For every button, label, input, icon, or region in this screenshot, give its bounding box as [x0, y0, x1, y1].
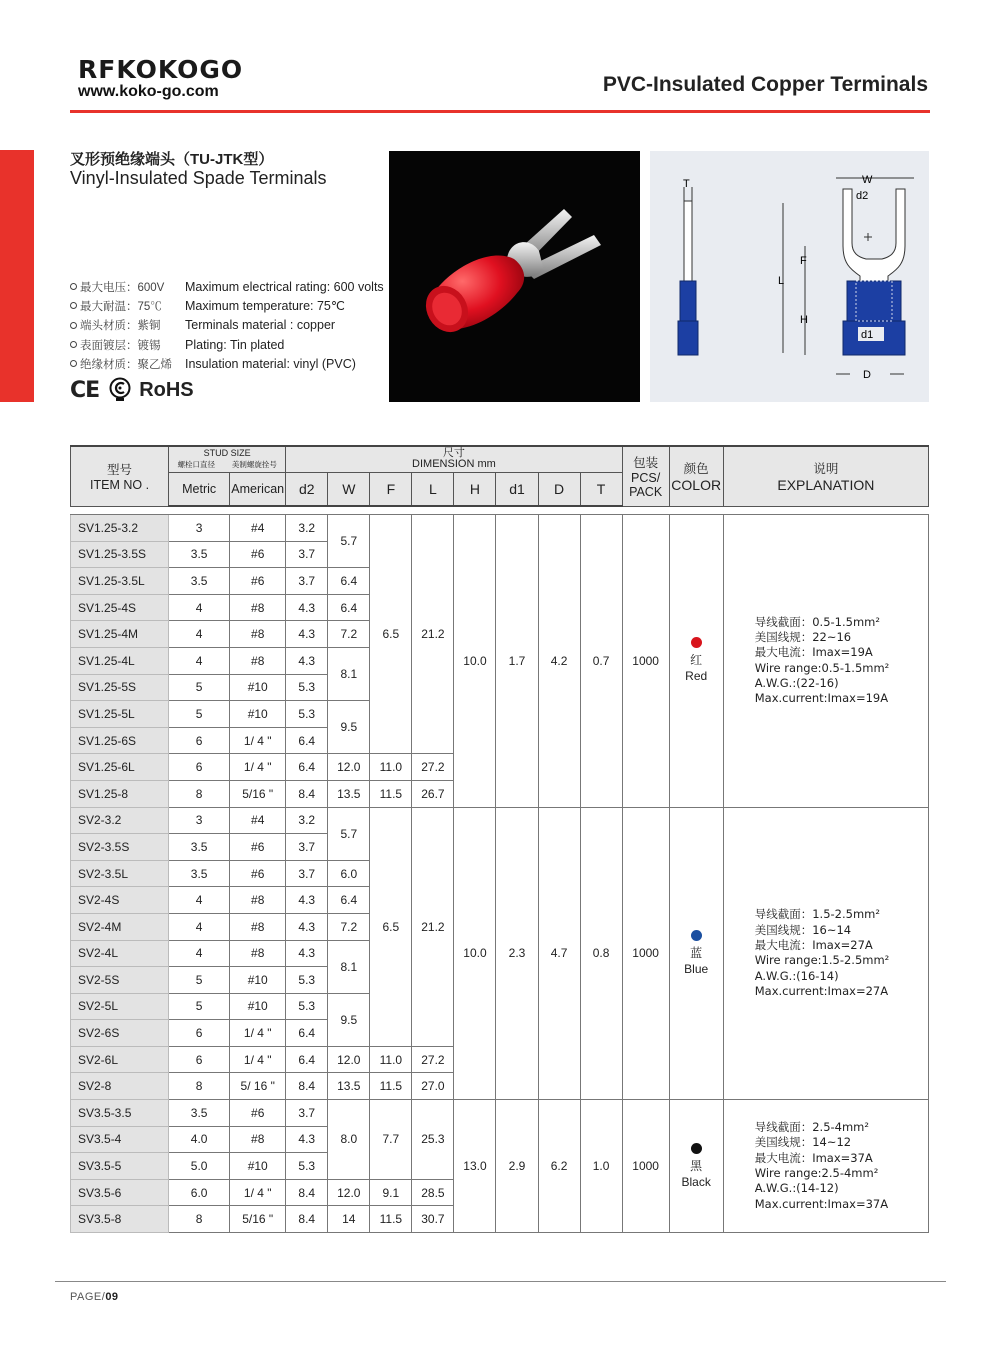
- explain-line: 最大电流：Imax=37A: [754, 1150, 873, 1165]
- header-explanation-cn: 说明: [813, 462, 839, 477]
- header-american: American: [230, 472, 286, 506]
- cell-d2: 6.4: [286, 1020, 328, 1047]
- cell-d2: 6.4: [286, 754, 328, 781]
- cell-metric: 3: [169, 807, 230, 834]
- cell-item: SV2-4M: [71, 913, 169, 940]
- cell-d2: 3.2: [286, 807, 328, 834]
- cell-item: SV1.25-5S: [71, 674, 169, 701]
- cell-metric: 4: [169, 621, 230, 648]
- cell-metric: 3.5: [169, 568, 230, 595]
- explain-line: 美国线规：14~12: [754, 1135, 852, 1150]
- cell-f: 9.1: [370, 1179, 412, 1206]
- cell-item: SV1.25-4S: [71, 594, 169, 621]
- diagram-label-w: W: [862, 174, 873, 186]
- table-row: [71, 807, 929, 834]
- explain-line: A.W.G.:(14-12): [754, 1181, 839, 1196]
- cell-american: #8: [230, 940, 286, 967]
- explain-line: Max.current:Imax=37A: [754, 1196, 889, 1211]
- cell-d: 4.7: [538, 807, 580, 1100]
- cell-item: SV3.5-8: [71, 1206, 169, 1233]
- cell-color: [669, 807, 723, 1100]
- cell-item: SV1.25-8: [71, 780, 169, 807]
- cell-w: 7.2: [328, 621, 370, 648]
- cell-american: #8: [230, 647, 286, 674]
- cell-d2: 5.3: [286, 1153, 328, 1180]
- cell-american: #6: [230, 541, 286, 568]
- spec-cn: 绝缘材质：聚乙烯: [80, 358, 172, 371]
- cell-d2: 3.7: [286, 860, 328, 887]
- cell-metric: 8: [169, 780, 230, 807]
- cell-w: 5.7: [328, 807, 370, 860]
- color-swatch-black: [691, 1143, 702, 1154]
- spec-table: [70, 445, 929, 1233]
- cell-d2: 3.7: [286, 568, 328, 595]
- cell-american: #6: [230, 1100, 286, 1127]
- cell-metric: 6: [169, 754, 230, 781]
- cell-metric: 5: [169, 993, 230, 1020]
- cell-item: SV3.5-4: [71, 1126, 169, 1153]
- cell-american: #8: [230, 1126, 286, 1153]
- table-row: [71, 515, 929, 542]
- cell-metric: 3: [169, 515, 230, 542]
- ce-mark-icon: CE: [70, 377, 100, 403]
- cell-american: #10: [230, 967, 286, 994]
- spec-item: [70, 354, 390, 373]
- header-l: L: [412, 472, 454, 506]
- rohs-mark: RoHS: [139, 378, 194, 401]
- spec-en: Insulation material: vinyl (PVC): [185, 356, 356, 371]
- cell-item: SV1.25-3.5S: [71, 541, 169, 568]
- header-stud-size-label: STUD SIZE: [203, 448, 251, 459]
- cell-f: 11.5: [370, 1073, 412, 1100]
- cell-w: 9.5: [328, 993, 370, 1046]
- explain-line: Wire range:1.5-2.5mm²: [754, 953, 890, 968]
- page-number: [70, 1291, 119, 1303]
- cell-d2: 4.3: [286, 647, 328, 674]
- explain-line: 最大电流：Imax=19A: [754, 645, 873, 660]
- spade-terminal-photo-icon: [389, 151, 640, 402]
- cell-metric: 6: [169, 1020, 230, 1047]
- explain-line: 导线截面：1.5-2.5mm²: [754, 907, 880, 922]
- spec-item: [70, 316, 390, 335]
- cell-item: SV1.25-6L: [71, 754, 169, 781]
- cell-item: SV3.5-6: [71, 1179, 169, 1206]
- cell-american: #10: [230, 1153, 286, 1180]
- header-explanation-en: EXPLANATION: [777, 477, 875, 494]
- header-item-cn: 型号: [107, 463, 133, 478]
- cell-metric: 3.5: [169, 541, 230, 568]
- cell-w: 12.0: [328, 1046, 370, 1073]
- color-en: Blue: [684, 961, 709, 976]
- cell-f: 11.0: [370, 1046, 412, 1073]
- cell-t: 1.0: [580, 1100, 622, 1233]
- header-dimension: [286, 446, 622, 472]
- side-accent-bar: [0, 150, 34, 402]
- cell-d2: 3.7: [286, 541, 328, 568]
- table-row: [71, 1100, 929, 1127]
- cell-d2: 4.3: [286, 621, 328, 648]
- header-pack-en1: PCS/: [631, 471, 661, 486]
- cell-american: 1/ 4 ": [230, 1179, 286, 1206]
- spade-terminal-drawing-icon: [650, 151, 929, 402]
- cell-d1: 2.9: [496, 1100, 538, 1233]
- cell-w: 6.4: [328, 568, 370, 595]
- cell-item: SV1.25-3.2: [71, 515, 169, 542]
- explain-line: 美国线规：22~16: [754, 630, 852, 645]
- spec-en: Maximum electrical rating: 600 volts: [185, 279, 384, 294]
- cell-d2: 3.2: [286, 515, 328, 542]
- explain-line: Max.current:Imax=19A: [754, 691, 889, 706]
- header-item: [71, 446, 169, 506]
- cell-t: 0.8: [580, 807, 622, 1100]
- diagram-label-d: D: [863, 369, 871, 381]
- cell-item: SV1.25-4L: [71, 647, 169, 674]
- explain-line: A.W.G.:(22-16): [754, 676, 839, 691]
- explain-line: Wire range:0.5-1.5mm²: [754, 660, 890, 675]
- header-pack-cn: 包装: [633, 456, 659, 471]
- cell-american: #6: [230, 834, 286, 861]
- cell-d2: 4.3: [286, 940, 328, 967]
- header-stud-size: [169, 446, 286, 472]
- explain-line: Max.current:Imax=27A: [754, 983, 889, 998]
- cell-item: SV2-6S: [71, 1020, 169, 1047]
- cell-d2: 5.3: [286, 993, 328, 1020]
- cell-w: 13.5: [328, 780, 370, 807]
- cell-d: 4.2: [538, 515, 580, 808]
- cell-f: 11.5: [370, 1206, 412, 1233]
- cell-metric: 3.5: [169, 1100, 230, 1127]
- cell-w: 6.4: [328, 887, 370, 914]
- cell-item: SV2-6L: [71, 1046, 169, 1073]
- cell-w: 8.1: [328, 940, 370, 993]
- cell-d2: 8.4: [286, 1073, 328, 1100]
- spec-en: Terminals material : copper: [185, 318, 336, 333]
- spec-item: [70, 335, 390, 354]
- cell-item: SV3.5-5: [71, 1153, 169, 1180]
- cell-metric: 4: [169, 940, 230, 967]
- cell-d2: 6.4: [286, 1046, 328, 1073]
- cell-d2: 4.3: [286, 913, 328, 940]
- header-metric: Metric: [169, 472, 230, 506]
- header-pack-en2: PACK: [629, 485, 663, 500]
- header-color: [669, 446, 723, 506]
- cell-d2: 8.4: [286, 1206, 328, 1233]
- cell-d2: 5.3: [286, 967, 328, 994]
- cell-american: #6: [230, 568, 286, 595]
- diagram-label-d2: d2: [856, 190, 869, 202]
- cell-metric: 5: [169, 674, 230, 701]
- color-en: Red: [685, 669, 708, 684]
- cell-l: 27.0: [412, 1073, 454, 1100]
- cell-d2: 4.3: [286, 594, 328, 621]
- spec-cn: 端头材质：紫铜: [80, 320, 161, 333]
- footer-divider: [55, 1281, 946, 1282]
- cell-h: 13.0: [454, 1100, 496, 1233]
- cell-explanation: [723, 515, 928, 808]
- cell-item: SV1.25-5L: [71, 701, 169, 728]
- bullet-icon: [70, 302, 77, 309]
- table-spacer: [71, 506, 929, 515]
- cell-item: SV2-4L: [71, 940, 169, 967]
- cell-pack: 1000: [622, 1100, 669, 1233]
- cell-item: SV2-4S: [71, 887, 169, 914]
- cell-item: SV2-3.2: [71, 807, 169, 834]
- cell-f: 7.7: [370, 1100, 412, 1180]
- cell-d2: 3.7: [286, 1100, 328, 1127]
- cell-item: SV2-5S: [71, 967, 169, 994]
- cell-american: #10: [230, 993, 286, 1020]
- header-f: F: [370, 472, 412, 506]
- cell-american: 5/16 ": [230, 1206, 286, 1233]
- spec-en: Maximum temperature: 75℃: [185, 299, 345, 314]
- cell-american: 5/ 16 ": [230, 1073, 286, 1100]
- explain-line: 导线截面：2.5-4mm²: [754, 1120, 869, 1135]
- cell-metric: 4: [169, 913, 230, 940]
- cell-t: 0.7: [580, 515, 622, 808]
- cell-f: 6.5: [370, 515, 412, 754]
- cell-item: SV1.25-6S: [71, 727, 169, 754]
- header-t: T: [580, 472, 622, 506]
- cell-d1: 1.7: [496, 515, 538, 808]
- cell-american: 5/16 ": [230, 780, 286, 807]
- color-cn: 黑: [690, 1158, 703, 1173]
- cell-l: 27.2: [412, 1046, 454, 1073]
- cell-metric: 6.0: [169, 1179, 230, 1206]
- cell-item: SV1.25-4M: [71, 621, 169, 648]
- brand-url[interactable]: www.koko-go.com: [78, 83, 219, 100]
- cell-metric: 4: [169, 594, 230, 621]
- cell-l: 26.7: [412, 780, 454, 807]
- cell-explanation: [723, 807, 928, 1100]
- cell-d2: 8.4: [286, 1179, 328, 1206]
- header-stud-metric-cn: 螺栓口直径: [177, 460, 216, 470]
- cell-metric: 6: [169, 727, 230, 754]
- cell-explanation: [723, 1100, 928, 1233]
- cell-f: 6.5: [370, 807, 412, 1046]
- cell-d2: 6.4: [286, 727, 328, 754]
- header-d: D: [538, 472, 580, 506]
- cell-l: 21.2: [412, 807, 454, 1046]
- cell-item: SV1.25-3.5L: [71, 568, 169, 595]
- cell-item: SV2-3.5S: [71, 834, 169, 861]
- cell-l: 30.7: [412, 1206, 454, 1233]
- cell-w: 12.0: [328, 1179, 370, 1206]
- header-explanation: [723, 446, 928, 506]
- bullet-icon: [70, 322, 77, 329]
- cell-w: 6.0: [328, 860, 370, 887]
- header-d2: d2: [286, 472, 328, 506]
- cell-d2: 5.3: [286, 674, 328, 701]
- cell-d2: 8.4: [286, 780, 328, 807]
- cell-w: 13.5: [328, 1073, 370, 1100]
- explain-line: Wire range:2.5-4mm²: [754, 1166, 879, 1181]
- cell-american: #8: [230, 594, 286, 621]
- product-photo: [389, 151, 640, 402]
- cell-pack: 1000: [622, 515, 669, 808]
- cell-w: 5.7: [328, 515, 370, 568]
- cell-metric: 4: [169, 887, 230, 914]
- cell-american: 1/ 4 ": [230, 727, 286, 754]
- cell-metric: 3.5: [169, 860, 230, 887]
- explain-line: 导线截面：0.5-1.5mm²: [754, 614, 880, 629]
- header-pack: [622, 446, 669, 506]
- cell-w: 9.5: [328, 701, 370, 754]
- cell-item: SV2-5L: [71, 993, 169, 1020]
- spec-en: Plating: Tin plated: [185, 337, 285, 352]
- cell-american: #4: [230, 807, 286, 834]
- cell-w: 6.4: [328, 594, 370, 621]
- page-num-value: 09: [105, 1291, 119, 1303]
- spec-cn: 最大耐温：75℃: [80, 300, 162, 313]
- cell-h: 10.0: [454, 515, 496, 808]
- color-swatch-blue: [691, 930, 702, 941]
- header-d1: d1: [496, 472, 538, 506]
- cell-metric: 5.0: [169, 1153, 230, 1180]
- header-w: W: [328, 472, 370, 506]
- cell-item: SV2-3.5L: [71, 860, 169, 887]
- ccc-mark-icon: [109, 377, 131, 403]
- cell-d: 6.2: [538, 1100, 580, 1233]
- cell-american: 1/ 4 ": [230, 1046, 286, 1073]
- product-title-en: Vinyl-Insulated Spade Terminals: [70, 168, 327, 188]
- cell-h: 10.0: [454, 807, 496, 1100]
- brand-logo: RFKOKOGO: [78, 55, 244, 84]
- cell-color: [669, 1100, 723, 1233]
- product-title-cn: 叉形预绝缘端头（TU-JTK型）: [70, 151, 274, 168]
- spec-item: [70, 277, 390, 296]
- diagram-label-l: L: [778, 275, 785, 287]
- color-cn: 蓝: [690, 945, 703, 960]
- color-en: Black: [681, 1174, 711, 1189]
- spec-item: [70, 296, 390, 315]
- cell-american: #10: [230, 674, 286, 701]
- cell-metric: 6: [169, 1046, 230, 1073]
- cell-metric: 3.5: [169, 834, 230, 861]
- explain-line: 美国线规：16~14: [754, 922, 852, 937]
- explain-line: A.W.G.:(16-14): [754, 968, 839, 983]
- cell-d2: 5.3: [286, 701, 328, 728]
- page-title: PVC-Insulated Copper Terminals: [602, 73, 928, 96]
- header-color-cn: 颜色: [683, 462, 709, 477]
- cell-american: #6: [230, 860, 286, 887]
- cell-item: SV2-8: [71, 1073, 169, 1100]
- diagram-label-d1: d1: [861, 329, 874, 341]
- cell-w: 8.1: [328, 647, 370, 700]
- cell-pack: 1000: [622, 807, 669, 1100]
- header-h: H: [454, 472, 496, 506]
- color-swatch-red: [691, 637, 702, 648]
- bullet-icon: [70, 360, 77, 367]
- spec-cn: 最大电压：600V: [80, 281, 165, 294]
- certification-logos: [70, 377, 194, 403]
- header-item-en: ITEM NO .: [90, 478, 150, 493]
- cell-l: 27.2: [412, 754, 454, 781]
- bullet-icon: [70, 283, 77, 290]
- spec-list: [70, 277, 390, 373]
- cell-metric: 8: [169, 1073, 230, 1100]
- cell-american: 1/ 4 ": [230, 1020, 286, 1047]
- cell-metric: 4.0: [169, 1126, 230, 1153]
- cell-d2: 4.3: [286, 1126, 328, 1153]
- header-stud-american-cn: 美制螺旋拴号: [231, 460, 277, 470]
- cell-color: [669, 515, 723, 808]
- cell-w: 7.2: [328, 913, 370, 940]
- cell-l: 25.3: [412, 1100, 454, 1180]
- page-label: PAGE/: [70, 1291, 106, 1303]
- cell-l: 28.5: [412, 1179, 454, 1206]
- cell-american: #4: [230, 515, 286, 542]
- header-divider: [70, 110, 930, 113]
- cell-w: 12.0: [328, 754, 370, 781]
- explain-line: 最大电流：Imax=27A: [754, 938, 873, 952]
- header-dimension-cn: 尺寸: [442, 447, 465, 460]
- spec-cn: 表面镀层：镀锡: [80, 339, 161, 352]
- cell-d2: 4.3: [286, 887, 328, 914]
- cell-american: #8: [230, 621, 286, 648]
- header-dimension-en: DIMENSION mm: [412, 458, 496, 471]
- bullet-icon: [70, 341, 77, 348]
- cell-w: 14: [328, 1206, 370, 1233]
- cell-metric: 8: [169, 1206, 230, 1233]
- cell-f: 11.5: [370, 780, 412, 807]
- color-cn: 红: [690, 653, 703, 668]
- cell-american: #8: [230, 887, 286, 914]
- cell-metric: 5: [169, 967, 230, 994]
- diagram-label-t: T: [683, 178, 690, 190]
- dimension-diagram: [650, 151, 929, 402]
- cell-american: 1/ 4 ": [230, 754, 286, 781]
- cell-l: 21.2: [412, 515, 454, 754]
- cell-w: 8.0: [328, 1100, 370, 1180]
- diagram-label-h: H: [800, 314, 808, 326]
- cell-american: #10: [230, 701, 286, 728]
- cell-d1: 2.3: [496, 807, 538, 1100]
- header-color-en: COLOR: [671, 477, 722, 494]
- cell-item: SV3.5-3.5: [71, 1100, 169, 1127]
- cell-metric: 5: [169, 701, 230, 728]
- cell-d2: 3.7: [286, 834, 328, 861]
- cell-f: 11.0: [370, 754, 412, 781]
- diagram-label-f: F: [800, 255, 807, 267]
- cell-metric: 4: [169, 647, 230, 674]
- cell-american: #8: [230, 913, 286, 940]
